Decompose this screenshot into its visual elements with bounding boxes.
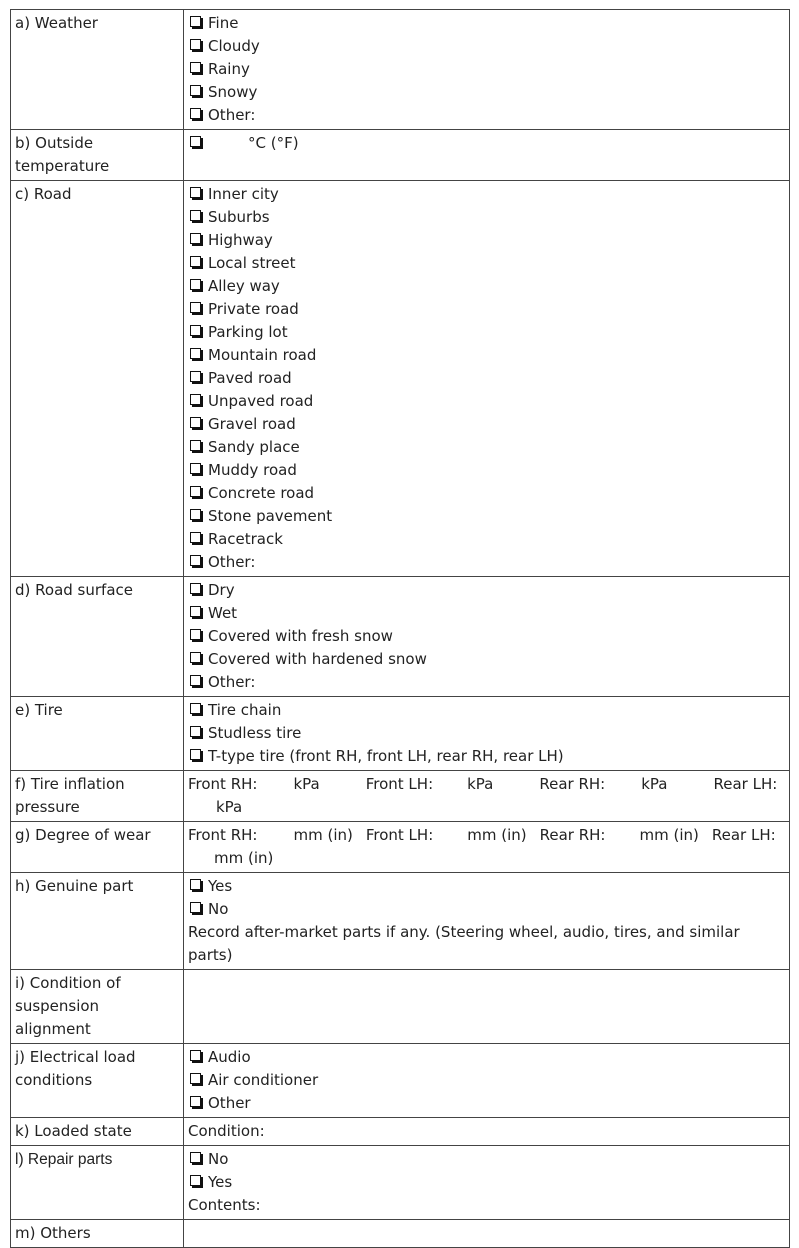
field-label: Front LH: [365,826,434,844]
checkbox-icon[interactable] [190,532,201,543]
checkbox-option[interactable]: Paved road [188,367,785,390]
checkbox-icon[interactable] [190,39,201,50]
checkbox-icon[interactable] [190,703,201,714]
checkbox-icon[interactable] [190,256,201,267]
row-others [11,1220,790,1248]
checkbox-option[interactable]: Inner city [188,183,785,206]
row-value [184,697,790,771]
checkbox-option[interactable]: Alley way [188,275,785,298]
checkbox-icon[interactable] [190,302,201,313]
row-label: d) Road surface [11,577,184,697]
checkbox-option[interactable]: Other: [188,671,785,694]
row-label: b) Outside temperature [11,130,184,181]
row-label: m) Others [11,1220,184,1248]
checkbox-option[interactable]: Unpaved road [188,390,785,413]
checkbox-icon[interactable] [190,606,201,617]
row-suspension-alignment [11,970,790,1044]
checkbox-option[interactable]: Other: [188,551,785,574]
checkbox-icon[interactable] [190,371,201,382]
checkbox-option[interactable] [188,132,785,155]
checkbox-option[interactable]: Wet [188,602,785,625]
checkbox-icon[interactable] [190,279,201,290]
checkbox-option[interactable]: Dry [188,579,785,602]
checkbox-option[interactable]: Fine [188,12,785,35]
row-repair-parts [11,1146,790,1220]
checkbox-icon[interactable] [190,233,201,244]
field-label: Rear RH: [539,826,606,844]
row-value [184,873,790,970]
checkbox-icon[interactable] [190,486,201,497]
row-label: h) Genuine part [11,873,184,970]
row-value[interactable] [184,1220,790,1248]
row-label: j) Electrical load conditions [11,1044,184,1118]
checkbox-icon[interactable] [190,652,201,663]
checkbox-icon[interactable] [190,583,201,594]
temperature-unit: °C (°F) [248,134,299,152]
checkbox-option[interactable]: Local street [188,252,785,275]
contents-label: Contents: [188,1196,261,1214]
field-label: Front RH: [188,826,258,844]
row-value [184,577,790,697]
checkbox-icon[interactable] [190,463,201,474]
checkbox-option[interactable]: Yes [188,1171,785,1194]
checkbox-option[interactable]: Snowy [188,81,785,104]
checkbox-option[interactable]: Covered with fresh snow [188,625,785,648]
checkbox-icon[interactable] [190,1050,201,1061]
checkbox-option[interactable]: T-type tire (front RH, front LH, rear RH, rear LH) [188,745,785,768]
checkbox-option[interactable]: Suburbs [188,206,785,229]
row-label: i) Condition of suspension alignment [11,970,184,1044]
checkbox-icon[interactable] [190,1073,201,1084]
row-label: a) Weather [11,10,184,130]
row-value [184,130,790,181]
checkbox-option[interactable]: Other: [188,104,785,127]
row-value [184,10,790,130]
field-label: Front LH: [365,775,434,793]
checkbox-icon[interactable] [190,440,201,451]
row-degree-of-wear [11,822,790,873]
row-label: g) Degree of wear [11,822,184,873]
checkbox-option[interactable]: Covered with hardened snow [188,648,785,671]
field-label: Rear LH: [711,826,776,844]
field-unit: mm (in) [214,849,274,867]
checkbox-icon[interactable] [190,1175,201,1186]
checkbox-icon[interactable] [190,348,201,359]
checkbox-icon[interactable] [190,85,201,96]
checkbox-icon[interactable] [190,210,201,221]
checkbox-option[interactable]: Studless tire [188,722,785,745]
checkbox-option[interactable]: Highway [188,229,785,252]
checkbox-icon[interactable] [190,629,201,640]
field-label: Rear RH: [539,775,606,793]
row-electrical-load [11,1044,790,1118]
field-label: Rear LH: [713,775,778,793]
checkbox-icon[interactable] [190,325,201,336]
checkbox-option[interactable]: Parking lot [188,321,785,344]
field-unit: kPa [293,775,320,793]
row-road-surface [11,577,790,697]
checkbox-option[interactable]: Stone pavement [188,505,785,528]
row-loaded-state [11,1118,790,1146]
row-label: k) Loaded state [11,1118,184,1146]
checkbox-icon[interactable] [190,902,201,913]
field-label: Front RH: [188,775,258,793]
checkbox-option[interactable]: Tire chain [188,699,785,722]
checkbox-option[interactable]: Mountain road [188,344,785,367]
field-unit: mm (in) [293,826,353,844]
checkbox-icon[interactable] [190,187,201,198]
checkbox-option[interactable]: Air conditioner [188,1069,785,1092]
row-tire [11,697,790,771]
checkbox-icon[interactable] [190,108,201,119]
row-label: e) Tire [11,697,184,771]
checkbox-icon[interactable] [190,394,201,405]
row-value [184,822,790,873]
checkbox-option[interactable]: Muddy road [188,459,785,482]
row-value [184,1118,790,1146]
row-label: c) Road [11,181,184,577]
checkbox-icon[interactable] [190,675,201,686]
checkbox-icon[interactable] [190,749,201,760]
checkbox-option[interactable]: Private road [188,298,785,321]
checkbox-icon[interactable] [190,16,201,27]
field-unit: mm (in) [639,826,699,844]
inspection-form-table [10,9,790,1248]
field-unit: kPa [641,775,668,793]
checkbox-option[interactable]: Other [188,1092,785,1115]
row-weather [11,10,790,130]
checkbox-icon[interactable] [190,1096,201,1107]
checkbox-option[interactable]: Cloudy [188,35,785,58]
checkbox-option[interactable]: Concrete road [188,482,785,505]
checkbox-option[interactable]: Yes [188,875,785,898]
field-unit: kPa [467,775,494,793]
checkbox-icon[interactable] [190,62,201,73]
row-value [184,1044,790,1118]
checkbox-option[interactable]: Sandy place [188,436,785,459]
row-outside-temperature [11,130,790,181]
checkbox-option[interactable]: Gravel road [188,413,785,436]
genuine-part-note: Record after-market parts if any. (Steering wheel, audio, tires, and similar parts) [188,923,740,964]
checkbox-option[interactable]: Rainy [188,58,785,81]
row-label: l) Repair parts [11,1146,184,1220]
row-value [184,1146,790,1220]
row-label: f) Tire inflation pressure [11,771,184,822]
row-value[interactable] [184,970,790,1044]
field-unit: kPa [216,798,243,816]
row-tire-inflation-pressure [11,771,790,822]
checkbox-icon[interactable] [190,726,201,737]
checkbox-option[interactable]: Racetrack [188,528,785,551]
checkbox-icon[interactable] [190,417,201,428]
checkbox-option[interactable]: No [188,898,785,921]
condition-label: Condition: [188,1122,265,1140]
checkbox-icon[interactable] [190,509,201,520]
row-value [184,771,790,822]
field-unit: mm (in) [467,826,527,844]
checkbox-option[interactable]: No [188,1148,785,1171]
row-genuine-part [11,873,790,970]
checkbox-icon[interactable] [190,1152,201,1163]
checkbox-icon[interactable] [190,879,201,890]
checkbox-icon[interactable] [190,555,201,566]
checkbox-option[interactable]: Audio [188,1046,785,1069]
row-value [184,181,790,577]
checkbox-icon[interactable] [190,136,201,147]
row-road [11,181,790,577]
